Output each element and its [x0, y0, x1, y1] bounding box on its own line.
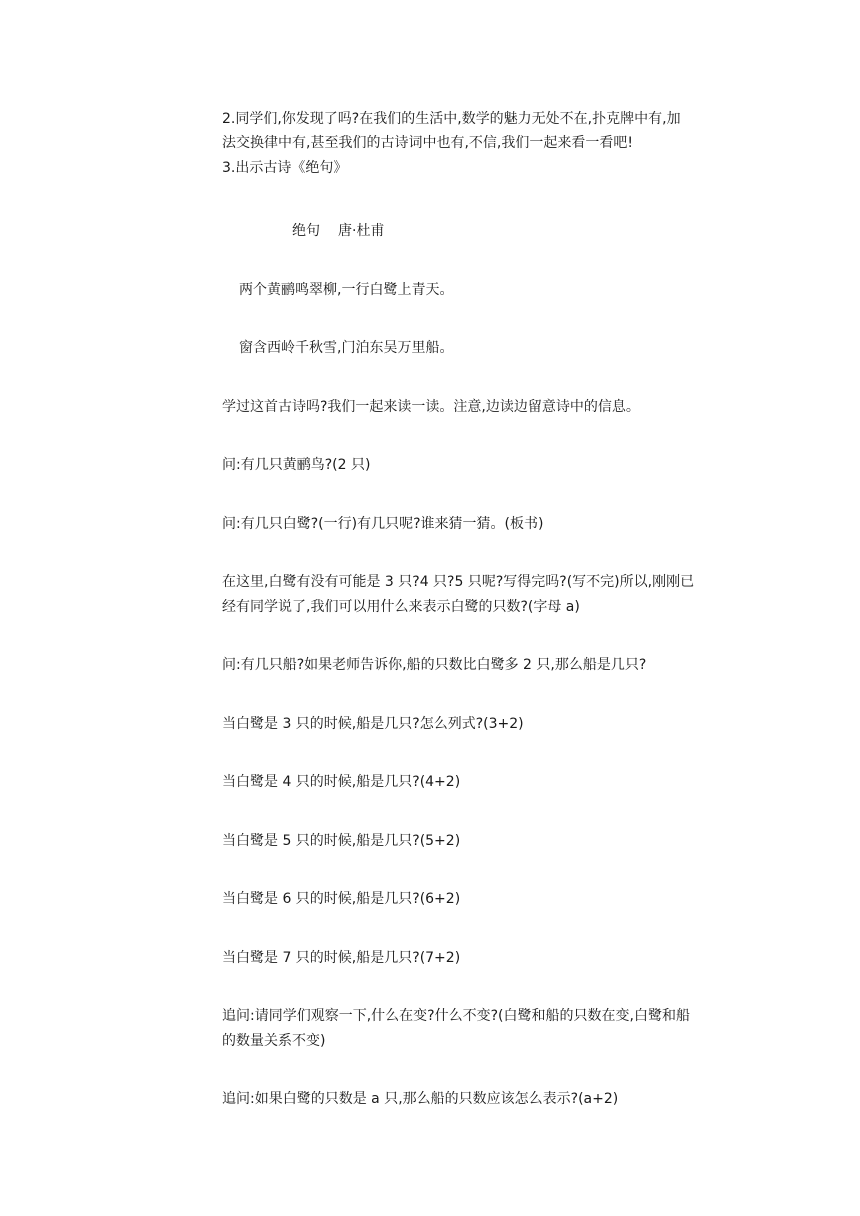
- intro-item3: 3.出示古诗《绝句》: [222, 160, 348, 176]
- paragraph-letter-a-line1: 在这里,白鹭有没有可能是 3 只?4 只?5 只呢?写得完吗?(写不完)所以,刚刚已: [222, 574, 695, 590]
- paragraph-follow-up-line1: 追问:请同学们观察一下,什么在变?什么不变?(白鹭和船的只数在变,白鹭和船: [222, 1008, 690, 1024]
- paragraph-expression-a-plus-2: 追问:如果白鹭的只数是 a 只,那么船的只数应该怎么表示?(a+2): [222, 1091, 619, 1107]
- paragraph-egrets-7: 当白鹭是 7 只的时候,船是几只?(7+2): [222, 950, 461, 966]
- paragraph-follow-up-line2: 的数量关系不变): [222, 1033, 326, 1049]
- paragraph-egrets-question: 问:有几只白鹭?(一行)有几只呢?谁来猜一猜。(板书): [222, 516, 544, 532]
- paragraph-read-poem: 学过这首古诗吗?我们一起来读一读。注意,边读边留意诗中的信息。: [222, 399, 640, 415]
- paragraph-egrets-4: 当白鹭是 4 只的时候,船是几只?(4+2): [222, 774, 461, 790]
- paragraph-egrets-3: 当白鹭是 3 只的时候,船是几只?怎么列式?(3+2): [222, 716, 524, 732]
- poem-line-1: 两个黄鹂鸣翠柳,一行白鹭上青天。: [239, 282, 454, 298]
- paragraph-egrets-5: 当白鹭是 5 只的时候,船是几只?(5+2): [222, 833, 461, 849]
- poem-author: 唐·杜甫: [338, 223, 385, 239]
- poem-line-2: 窗含西岭千秋雪,门泊东吴万里船。: [239, 340, 454, 356]
- paragraph-letter-a-line2: 经有同学说了,我们可以用什么来表示白鹭的只数?(字母 a): [222, 599, 580, 615]
- poem-heading: [292, 221, 384, 241]
- paragraph-boats-question: 问:有几只船?如果老师告诉你,船的只数比白鹭多 2 只,那么船是几只?: [222, 657, 647, 673]
- poem-title: 绝句: [292, 223, 320, 239]
- paragraph-egrets-6: 当白鹭是 6 只的时候,船是几只?(6+2): [222, 891, 461, 907]
- intro-item2-line1: 2.同学们,你发现了吗?在我们的生活中,数学的魅力无处不在,扑克牌中有,加: [222, 111, 681, 127]
- intro-item2-line2: 法交换律中有,甚至我们的古诗词中也有,不信,我们一起来看一看吧!: [222, 135, 633, 151]
- paragraph-orioles-question: 问:有几只黄鹂鸟?(2 只): [222, 457, 371, 473]
